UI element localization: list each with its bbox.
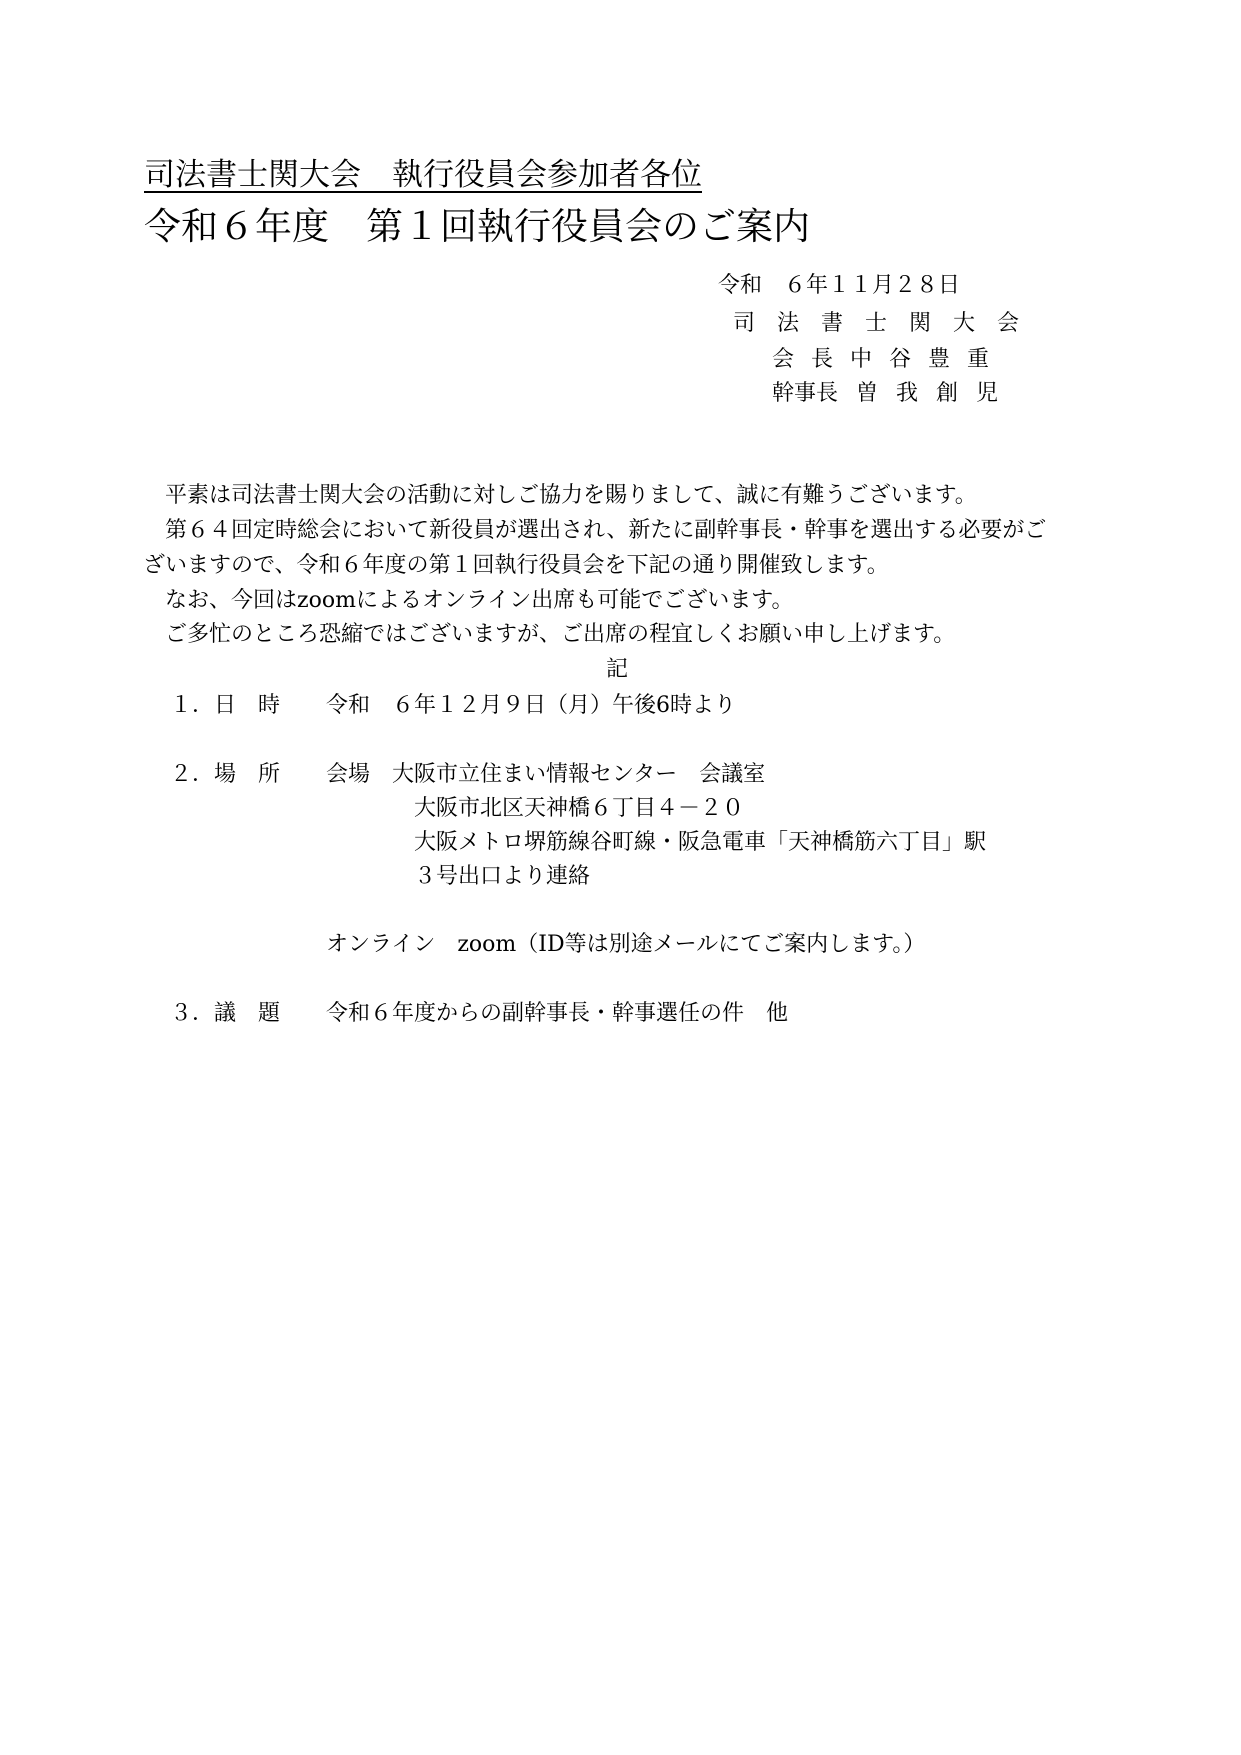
ki-heading: 記 (606, 657, 629, 682)
item-place-label: ２．場 所 (170, 762, 281, 787)
item-datetime-value: 令和 ６年１２月９日（月）午後6時より (326, 693, 736, 718)
secretary-general-name: 曽我創児 (856, 381, 1017, 406)
item-datetime-label: １．日 時 (170, 693, 281, 718)
body-paragraph-4: ご多忙のところ恐縮ではございますが、ご出席の程宜しくお願い申し上げます。 (165, 622, 956, 647)
addressee: 司法書士関大会 執行役員会参加者各位 (144, 157, 702, 193)
body-paragraph-1: 平素は司法書士関大会の活動に対しご協力を賜りまして、誠に有難うございます。 (165, 483, 977, 508)
item-place-exit: ３号出口より連絡 (414, 864, 591, 889)
item-place-venue: 会場 大阪市立住まい情報センター 会議室 (326, 762, 766, 787)
document-title: 令和６年度 第１回執行役員会のご案内 (144, 205, 810, 248)
secretary-general-title: 幹事長 (772, 381, 839, 406)
sender-president: 会長中谷豊重 (772, 347, 1007, 372)
body-paragraph-3: なお、今回はzoomによるオンライン出席も可能でございます。 (165, 588, 794, 613)
item-place-access: 大阪メトロ堺筋線谷町線・阪急電車「天神橋筋六丁目」駅 (414, 830, 987, 855)
item-agenda-value: 令和６年度からの副幹事長・幹事選任の件 他 (326, 1001, 789, 1026)
item-place-address: 大阪市北区天神橋６丁目４－２０ (414, 796, 745, 821)
issue-date: 令和 ６年１１月２８日 (718, 273, 961, 298)
body-paragraph-2-line-2: ざいますので、令和６年度の第１回執行役員会を下記の通り開催致します。 (143, 553, 889, 578)
body-paragraph-2-line-1: 第６４回定時総会において新役員が選出され、新たに副幹事長・幹事を選出する必要がご (165, 518, 1047, 543)
sender-secretary-general (772, 383, 1016, 405)
item-place-online: オンライン zoom（ID等は別途メールにてご案内します。） (326, 932, 926, 957)
item-agenda-label: ３．議 題 (170, 1001, 281, 1026)
sender-organization: 司法書士関大会 (733, 311, 1042, 336)
